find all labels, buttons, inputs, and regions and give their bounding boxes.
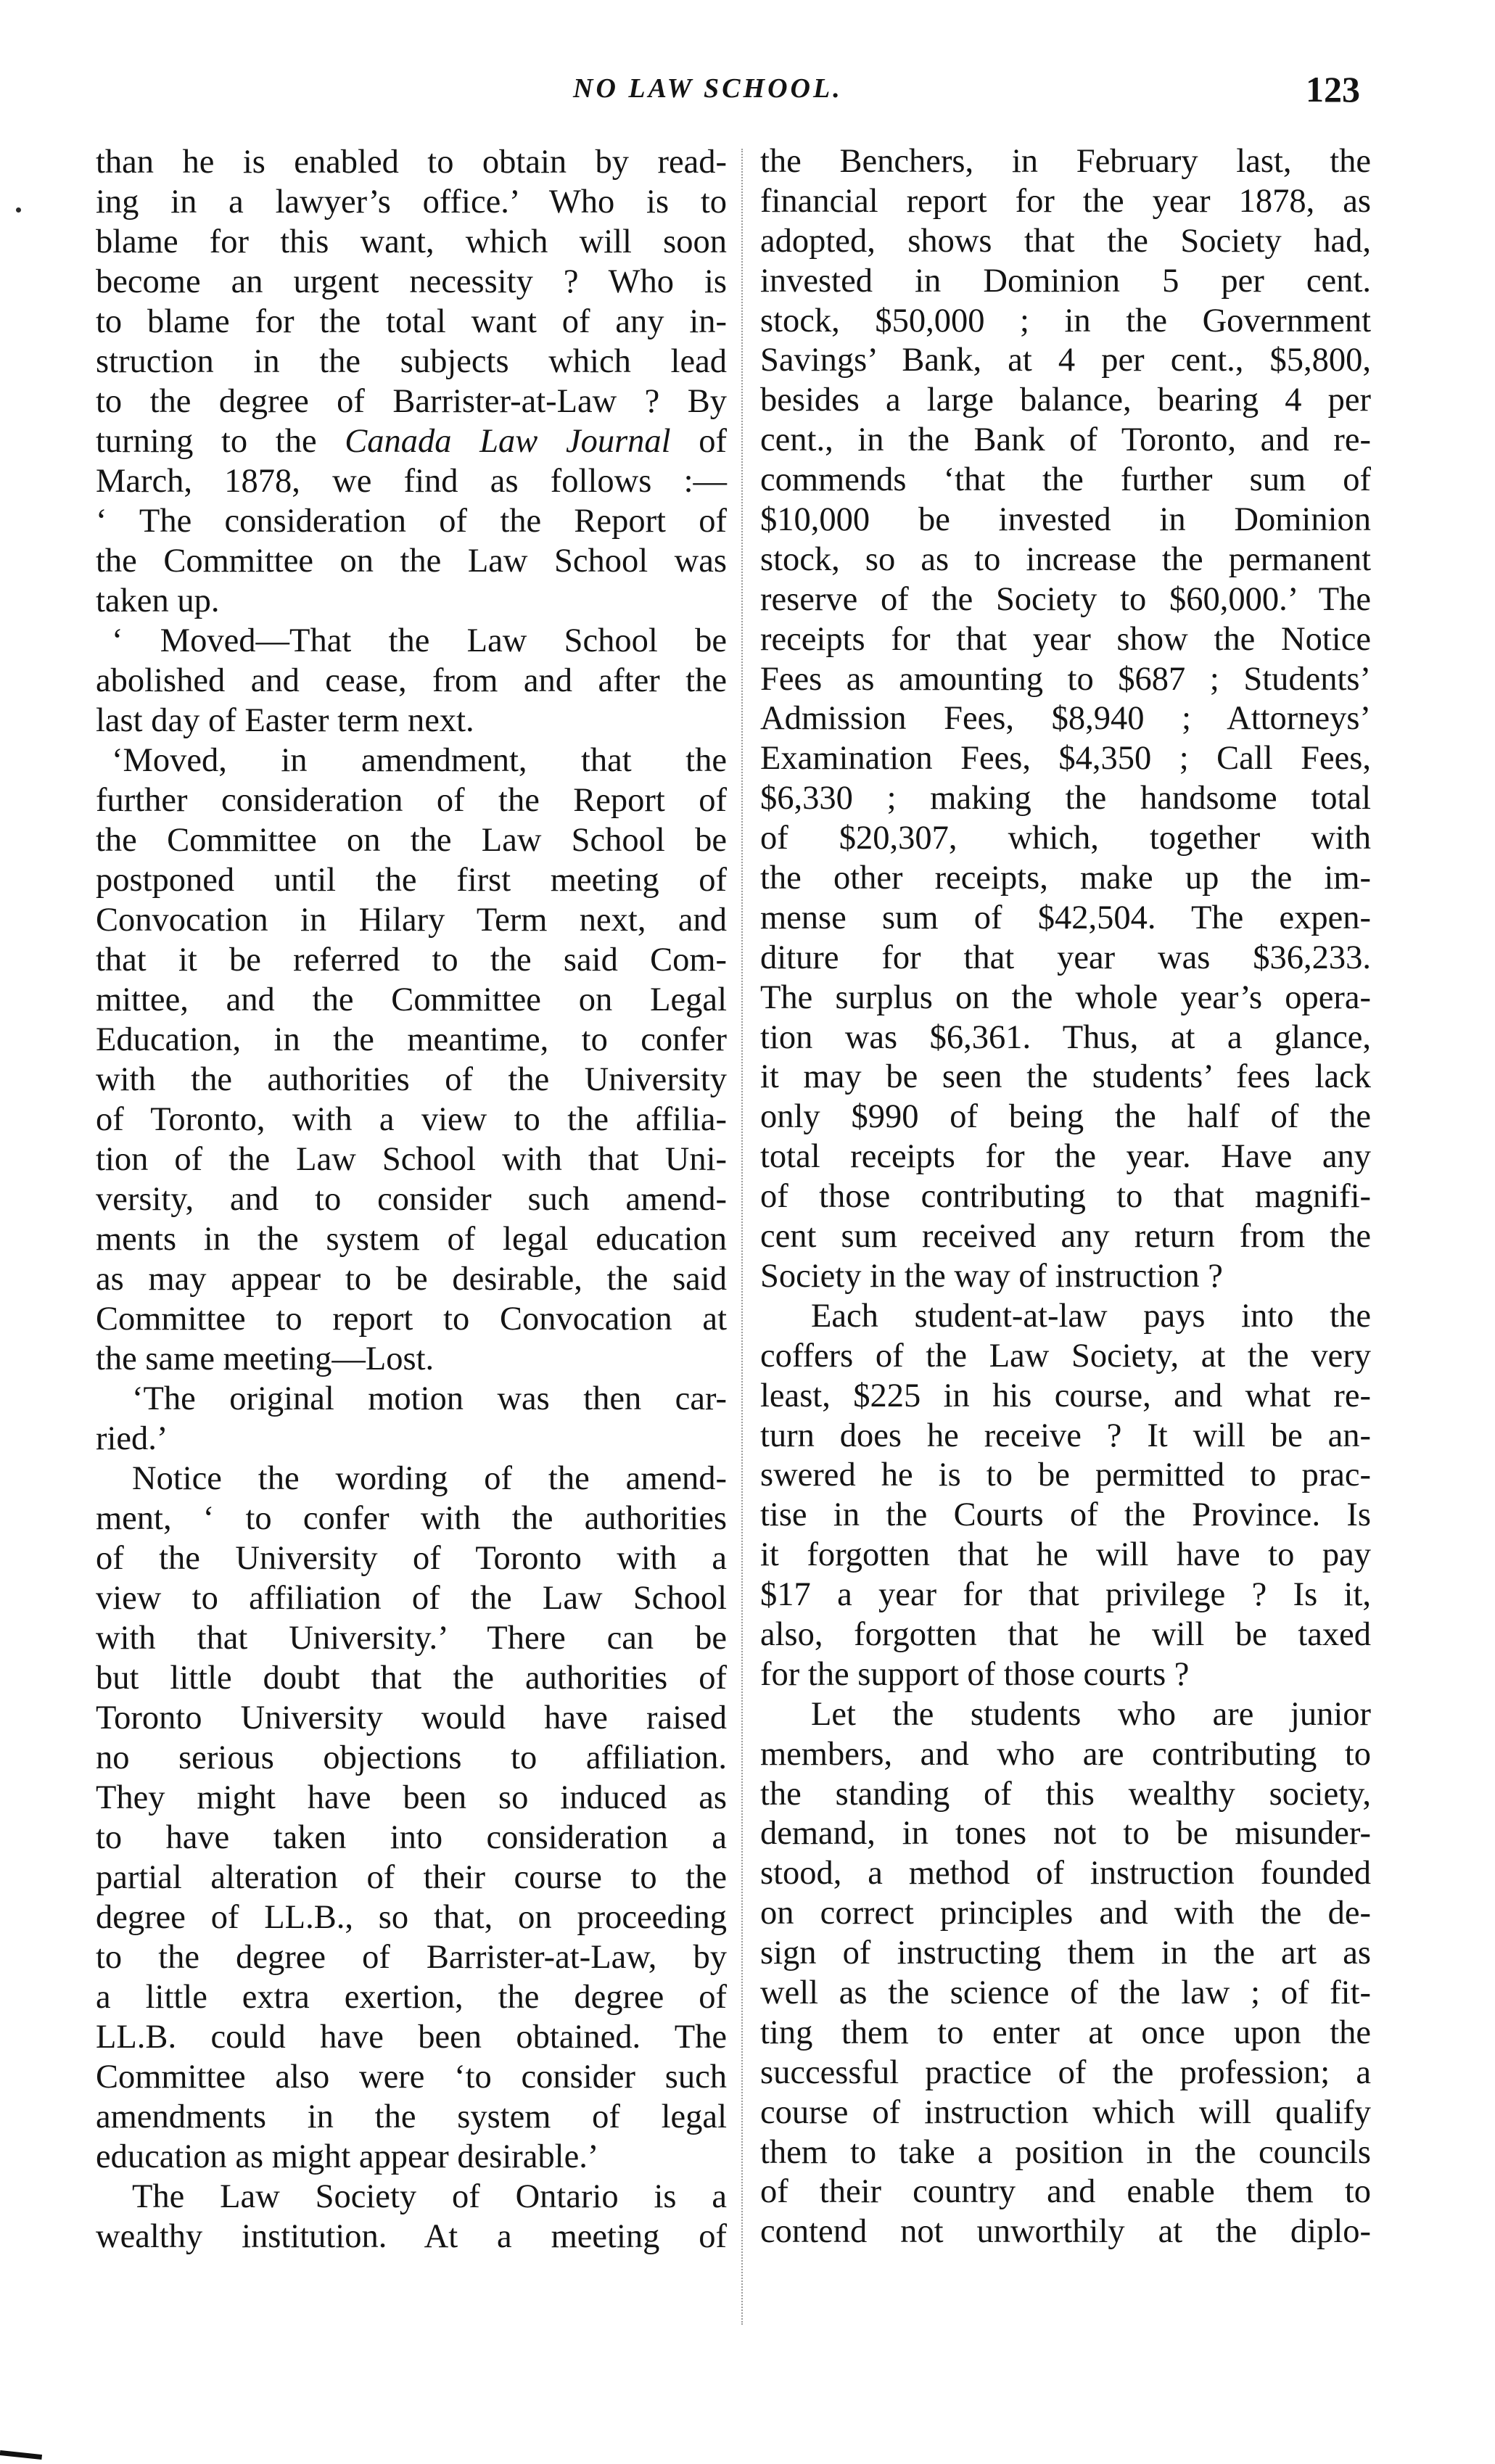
text-line: the Benchers, in February last, the — [760, 143, 1371, 180]
text-line: of those contributing to that magnifi- — [760, 1178, 1371, 1216]
text-line: commends ‘that the further sum of — [760, 461, 1371, 499]
text-line: than he is enabled to obtain by read- — [96, 144, 727, 181]
text-line: tise in the Courts of the Province. Is — [760, 1496, 1371, 1534]
text-line: adopted, shows that the Society had, — [760, 222, 1371, 260]
text-line: Notice the wording of the amend- — [132, 1460, 727, 1497]
text-line: turning to the Canada Law Journal of — [96, 423, 727, 460]
text-line: ‘The original motion was then car- — [132, 1380, 727, 1417]
text-line: They might have been so induced as — [96, 1779, 727, 1816]
text-line: stock, $50,000 ; in the Government — [760, 302, 1371, 339]
text-line: $10,000 be invested in Dominion — [760, 501, 1371, 539]
text-line: Let the students who are junior — [811, 1695, 1371, 1733]
text-line: for the support of those courts ? — [760, 1655, 1190, 1693]
text-line: ting them to enter at once upon the — [760, 2014, 1371, 2051]
text-line: to blame for the total want of any in- — [96, 303, 727, 340]
text-line: Fees as amounting to $687 ; Students’ — [760, 660, 1371, 698]
text-line: also, forgotten that he will be taxed — [760, 1615, 1371, 1653]
text-line: least, $225 in his course, and what re- — [760, 1377, 1371, 1414]
text-line: become an urgent necessity ? Who is — [96, 263, 727, 300]
text-line: financial report for the year 1878, as — [760, 182, 1371, 220]
text-line: on correct principles and with the de- — [760, 1895, 1371, 1932]
text-line: members, and who are contributing to — [760, 1735, 1371, 1773]
text-line: further consideration of the Report of — [96, 782, 727, 819]
text-line: swered he is to be permitted to prac- — [760, 1456, 1371, 1494]
text-line: Savings’ Bank, at 4 per cent., $5,800, — [760, 342, 1371, 379]
text-line: no serious objections to affiliation. — [96, 1739, 727, 1776]
text-line: but little doubt that the authorities of — [96, 1660, 727, 1697]
text-line: diture for that year was $36,233. — [760, 939, 1371, 976]
text-line: the other receipts, make up the im- — [760, 860, 1371, 897]
text-line: invested in Dominion 5 per cent. — [760, 262, 1371, 300]
left-column — [96, 142, 727, 2257]
text-line: Convocation in Hilary Term next, and — [96, 902, 727, 939]
text-line: ried.’ — [96, 1420, 168, 1457]
text-line: ‘Moved, in amendment, that the — [112, 742, 727, 779]
text-line: Admission Fees, $8,940 ; Attorneys’ — [760, 700, 1371, 738]
text-line: The surplus on the whole year’s opera- — [760, 978, 1371, 1016]
text-line: cent sum received any return from the — [760, 1218, 1371, 1256]
text-line: ‘ Moved—That the Law School be — [112, 622, 727, 659]
text-line: demand, in tones not to be misunder- — [760, 1815, 1371, 1853]
text-line: amendments in the system of legal — [96, 2098, 727, 2135]
text-line: Committee to report to Convocation at — [96, 1301, 727, 1338]
text-line: it may be seen the students’ fees lack — [760, 1058, 1371, 1096]
text-line: with that University.’ There can be — [96, 1620, 727, 1657]
text-line: Committee also were ‘to consider such — [96, 2059, 727, 2096]
text-line: the standing of this wealthy society, — [760, 1775, 1371, 1813]
text-line: besides a large balance, bearing 4 per — [760, 382, 1371, 419]
text-line: tion was $6,361. Thus, at a glance, — [760, 1018, 1371, 1056]
page-number: 123 — [1306, 69, 1360, 110]
text-line: to the degree of Barrister-at-Law, by — [96, 1939, 727, 1976]
text-line: reserve of the Society to $60,000.’ The — [760, 580, 1371, 618]
running-head — [0, 69, 1495, 116]
text-line: course of instruction which will qualify — [760, 2093, 1371, 2131]
text-line: cent., in the Bank of Toronto, and re- — [760, 421, 1371, 459]
text-line: tion of the Law School with that Uni- — [96, 1141, 727, 1178]
text-line: successful practice of the profession; a — [760, 2053, 1371, 2091]
text-line: of their country and enable them to — [760, 2173, 1371, 2211]
text-line: view to affiliation of the Law School — [96, 1580, 727, 1617]
text-line: blame for this want, which will soon — [96, 223, 727, 260]
column-divider — [741, 149, 743, 2325]
text-line: Each student-at-law pays into the — [811, 1297, 1371, 1335]
text-line: sign of instructing them in the art as — [760, 1934, 1371, 1972]
running-title: NO LAW SCHOOL. — [573, 73, 843, 104]
text-line: last day of Easter term next. — [96, 702, 474, 739]
text-line: Examination Fees, $4,350 ; Call Fees, — [760, 740, 1371, 778]
text-line: ‘ The consideration of the Report of — [96, 503, 727, 540]
text-line: Society in the way of instruction ? — [760, 1257, 1223, 1295]
text-line: struction in the subjects which lead — [96, 343, 727, 380]
text-line: wealthy institution. At a meeting of — [96, 2218, 727, 2255]
scan-edge-mark — [0, 2450, 42, 2460]
text-line: with the authorities of the University — [96, 1061, 727, 1098]
text-line: the same meeting—Lost. — [96, 1340, 435, 1377]
text-line: versity, and to consider such amend- — [96, 1181, 727, 1218]
text-line: the Committee on the Law School was — [96, 543, 727, 580]
text-line: the Committee on the Law School be — [96, 822, 727, 859]
text-line: degree of LL.B., so that, on proceeding — [96, 1899, 727, 1936]
text-line: coffers of the Law Society, at the very — [760, 1337, 1371, 1375]
text-line: contend not unworthily at the diplo- — [760, 2213, 1371, 2251]
text-line: turn does he receive ? It will be an- — [760, 1417, 1371, 1454]
journal-title-italic: Canada Law Journal — [345, 423, 671, 460]
text-line: March, 1878, we find as follows :— — [96, 463, 727, 500]
right-column — [760, 142, 1371, 2252]
text-line: Toronto University would have raised — [96, 1699, 727, 1736]
text-line: that it be referred to the said Com- — [96, 941, 727, 978]
text-line: stock, so as to increase the permanent — [760, 540, 1371, 578]
text-line: abolished and cease, from and after the — [96, 662, 727, 699]
text-line: to have taken into consideration a — [96, 1819, 727, 1856]
text-line: them to take a position in the councils — [760, 2133, 1371, 2171]
text-line: of Toronto, with a view to the affilia- — [96, 1101, 727, 1138]
text-line: of $20,307, which, together with — [760, 820, 1371, 857]
text-line: partial alteration of their course to the — [96, 1859, 727, 1896]
text-line: postponed until the first meeting of — [96, 862, 727, 899]
text-line: Education, in the meantime, to confer — [96, 1021, 727, 1058]
text-line: taken up. — [96, 582, 220, 619]
text-line: only $990 of being the half of the — [760, 1098, 1371, 1136]
text-line: it forgotten that he will have to pay — [760, 1536, 1371, 1574]
text-line: education as might appear desirable.’ — [96, 2138, 599, 2175]
text-line: as may appear to be desirable, the said — [96, 1261, 727, 1298]
text-line: stood, a method of instruction founded — [760, 1855, 1371, 1892]
text-line: ing in a lawyer’s office.’ Who is to — [96, 184, 727, 221]
text-line: $6,330 ; making the handsome total — [760, 780, 1371, 817]
text-line: to the degree of Barrister-at-Law ? By — [96, 383, 727, 420]
margin-speck — [16, 207, 21, 213]
text-line: LL.B. could have been obtained. The — [96, 2019, 727, 2056]
text-line: The Law Society of Ontario is a — [132, 2178, 727, 2215]
text-line: ment, ‘ to confer with the authorities — [96, 1500, 727, 1537]
text-line: mense sum of $42,504. The expen- — [760, 899, 1371, 936]
text-line: well as the science of the law ; of fit- — [760, 1974, 1371, 2011]
text-line: receipts for that year show the Notice — [760, 620, 1371, 658]
text-line: $17 a year for that privilege ? Is it, — [760, 1576, 1371, 1614]
text-line: a little extra exertion, the degree of — [96, 1979, 727, 2016]
text-line: mittee, and the Committee on Legal — [96, 981, 727, 1018]
text-line: of the University of Toronto with a — [96, 1540, 727, 1577]
text-line: total receipts for the year. Have any — [760, 1138, 1371, 1176]
text-line: ments in the system of legal education — [96, 1221, 727, 1258]
